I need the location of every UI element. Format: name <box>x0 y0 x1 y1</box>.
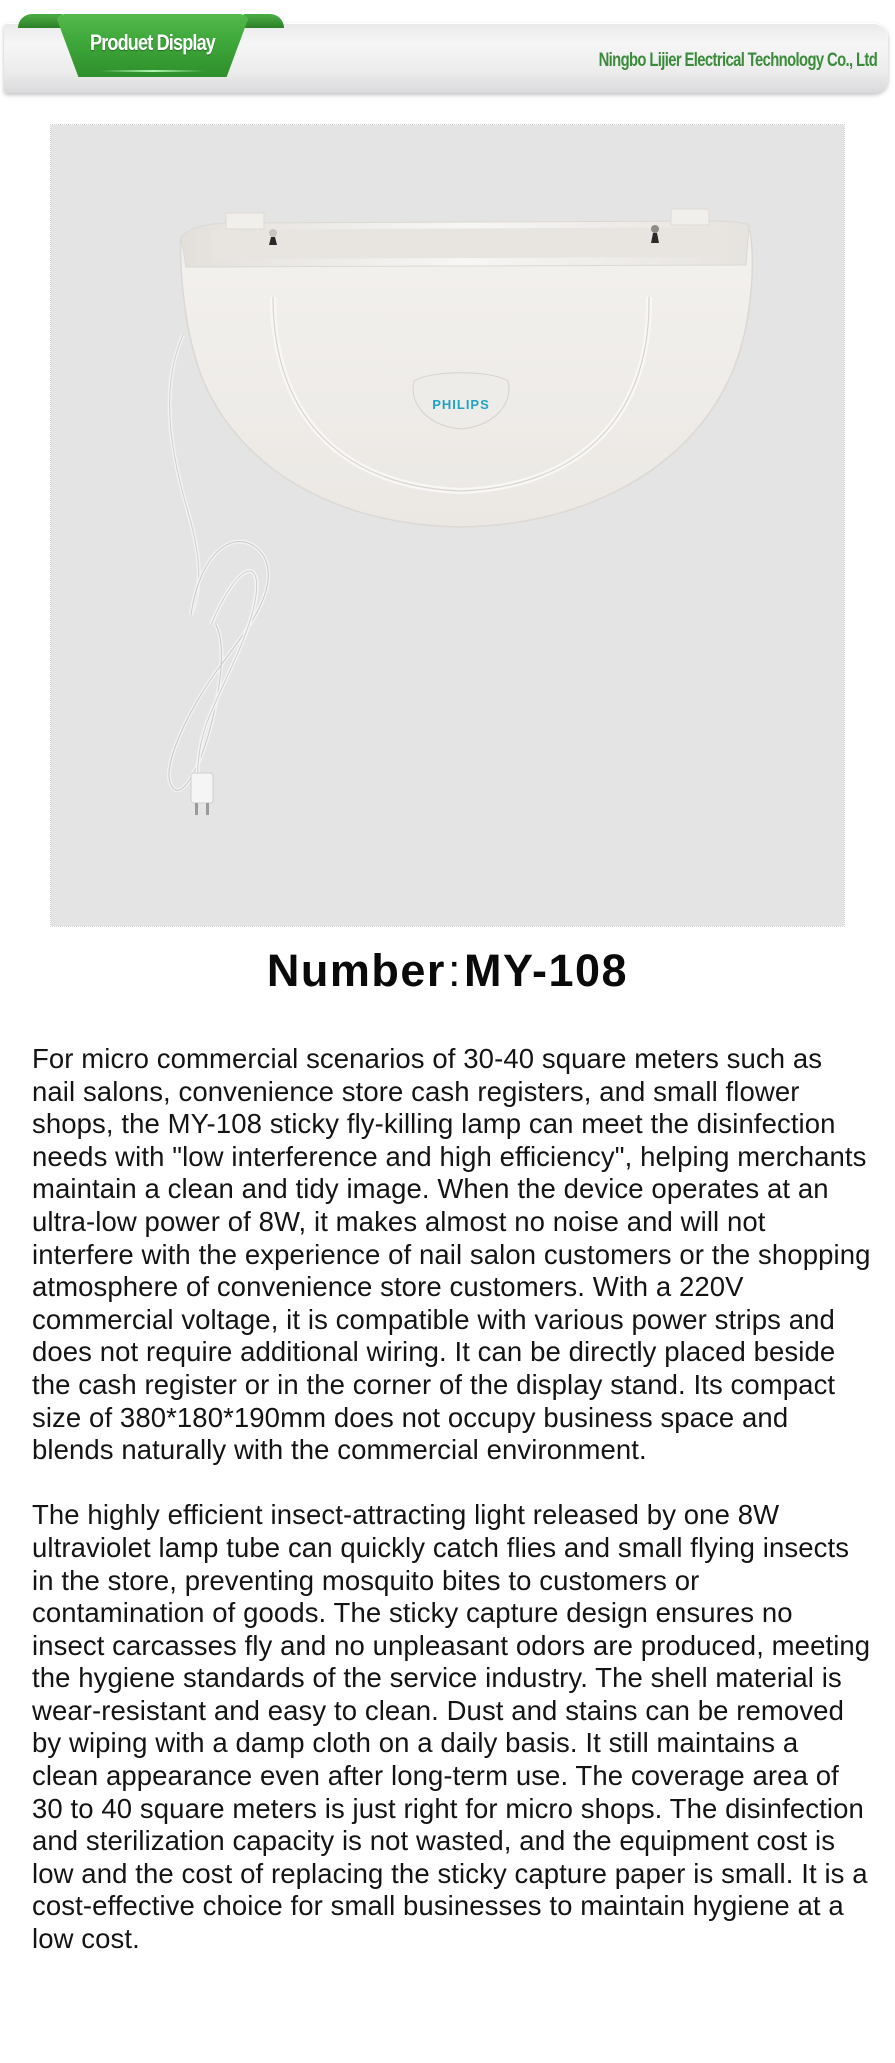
model-value: MY-108 <box>463 945 629 996</box>
ribbon-fold-left <box>18 14 62 28</box>
product-image <box>51 125 844 926</box>
ribbon-fold-right <box>244 14 284 28</box>
description-paragraph-1: For micro commercial scenarios of 30-40 square meters such as nail salons, convenience store cash registers, and small flower shops, the MY-108 sticky fly-killing lamp can meet the disinfection needs with "low interference and high efficiency", helping merchants maintain a clean and tidy image. When the device operates at an ultra-low power of 8W, it makes almost no noise and will not interfere with the experience of nail salon customers or the shopping atmosphere of convenience store customers. With a 220V commercial voltage, it is compatible with various power strips and does not require additional wiring. It can be directly placed beside the cash register or in the corner of the display stand. Its compact size of 380*180*190mm does not occupy business space and blends naturally with the commercial environment. <box>32 1043 871 1466</box>
section-title: Produet Display <box>89 30 216 55</box>
model-separator: : <box>447 945 462 996</box>
ribbon-highlight <box>100 70 205 72</box>
fly-lamp-illustration <box>51 125 844 926</box>
product-description <box>32 1043 872 1988</box>
plug-icon <box>191 773 213 815</box>
company-name: Ningbo Lijier Electrical Technology Co., Ltd <box>598 50 877 71</box>
description-paragraph-2: The highly efficient insect-attracting light released by one 8W ultraviolet lamp tube can quickly catch flies and small flying insects in the store, preventing mosquito bites to customers or contamination of goods. The sticky capture design ensures no insect carcasses fly and no unpleasant odors are produced, meeting the hygiene standards of the service industry. The shell material is wear-resistant and easy to clean. Dust and stains can be removed by wiping with a damp cloth on a daily basis. It still maintains a clean appearance even after long-term use. The coverage area of 30 to 40 square meters is just right for micro shops. The disinfection and sterilization capacity is not wasted, and the equipment cost is low and the cost of replacing the sticky capture paper is small. It is a cost-effective choice for small businesses to maintain hygiene at a low cost. <box>32 1499 871 1955</box>
model-label: Number <box>266 945 446 996</box>
brand-logo-text: PHILIPS <box>432 397 490 412</box>
page-header <box>0 0 895 100</box>
model-number-heading <box>0 945 895 997</box>
